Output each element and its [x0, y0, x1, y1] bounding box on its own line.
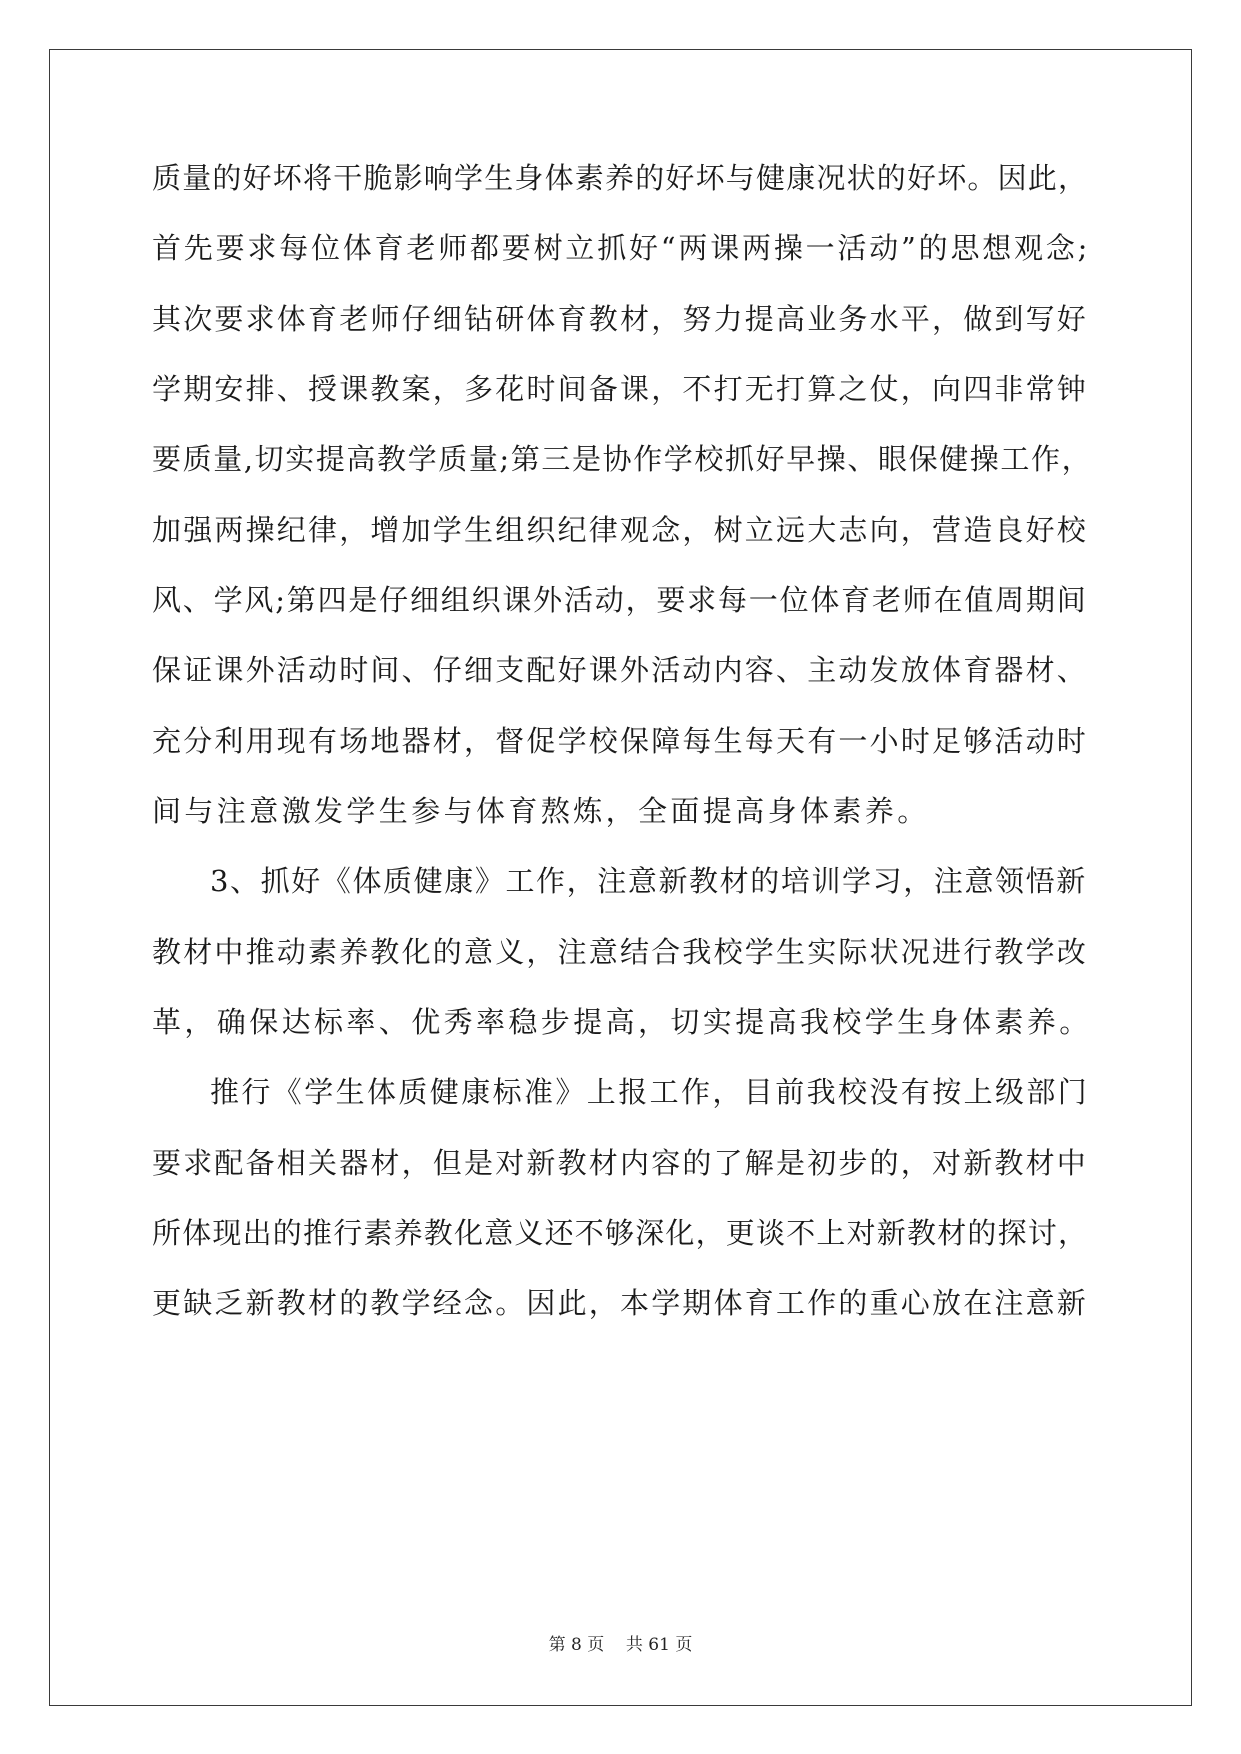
text-line: 风、学风;第四是仔细组织课外活动，要求每一位体育老师在值周期间 [152, 583, 1088, 617]
text-line: 推行《学生体质健康标准》上报工作，目前我校没有按上级部门 [210, 1075, 1090, 1109]
text-line: 其次要求体育老师仔细钻研体育教材，努力提高业务水平，做到写好 [152, 302, 1089, 336]
text-line: 革，确保达标率、优秀率稳步提高，切实提高我校学生身体素养。 [152, 1005, 1092, 1039]
page-footer [0, 1634, 1241, 1656]
text-line: 加强两操纪律，增加学生组织纪律观念，树立远大志向，营造良好校 [152, 513, 1089, 547]
text-line: 3、抓好《体质健康》工作，注意新教材的培训学习，注意领悟新 [210, 864, 1087, 898]
text-line: 学期安排、授课教案，多花时间备课，不打无打算之仗，向四非常钟 [152, 372, 1089, 406]
text-line: 首先要求每位体育老师都要树立抓好“两课两操一活动”的思想观念; [152, 231, 1091, 265]
text-line: 间与注意激发学生参与体育熬炼，全面提高身体素养。 [152, 794, 930, 828]
text-line: 要质量,切实提高教学质量;第三是协作学校抓好早操、眼保健操工作， [152, 442, 1093, 476]
text-line: 更缺乏新教材的教学经念。因此，本学期体育工作的重心放在注意新 [152, 1286, 1089, 1320]
text-line: 充分利用现有场地器材，督促学校保障每生每天有一小时足够活动时 [152, 724, 1089, 758]
page-number: 第 8 页 [548, 1635, 605, 1655]
page-total: 共 61 页 [625, 1635, 693, 1655]
text-line: 教材中推动素养教化的意义，注意结合我校学生实际状况进行教学改 [152, 935, 1089, 969]
text-line: 质量的好坏将干脆影响学生身体素养的好坏与健康况状的好坏。因此， [152, 161, 1089, 195]
text-line: 要求配备相关器材，但是对新教材内容的了解是初步的，对新教材中 [152, 1146, 1089, 1180]
text-line: 所体现出的推行素养教化意义还不够深化，更谈不上对新教材的探讨， [152, 1216, 1089, 1250]
text-line: 保证课外活动时间、仔细支配好课外活动内容、主动发放体育器材、 [152, 653, 1089, 687]
